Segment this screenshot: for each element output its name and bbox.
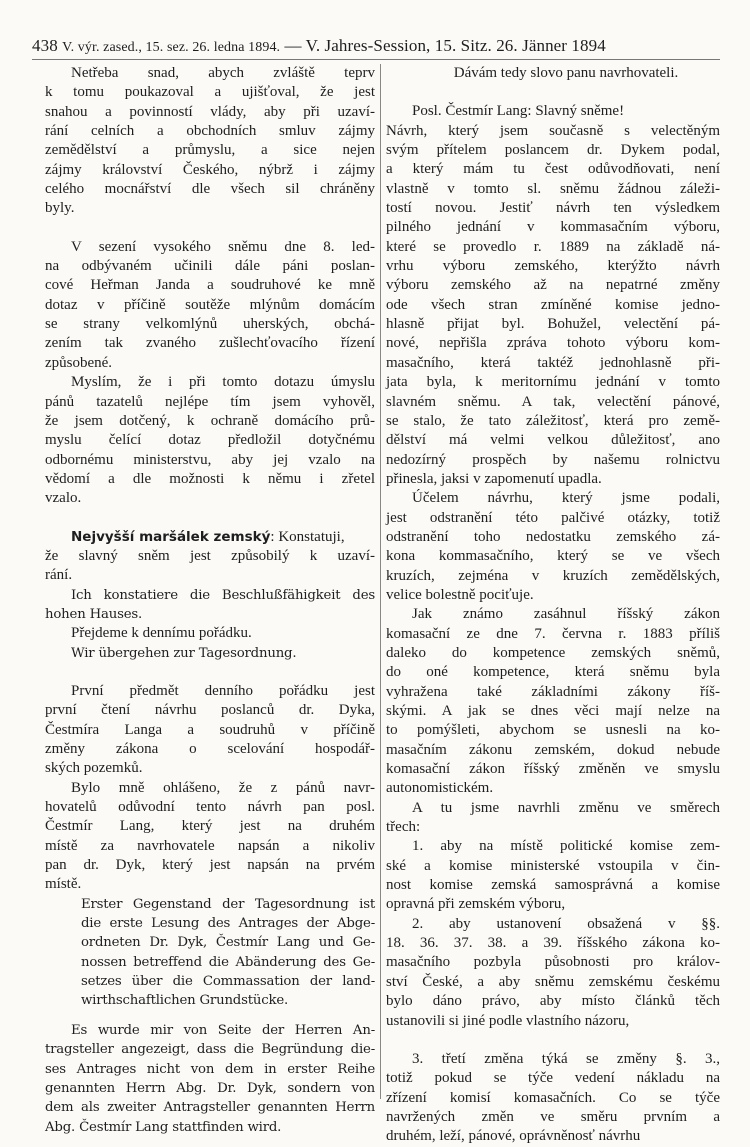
text-line: odbornému ministerstvu, aby jej vzalo na	[45, 451, 375, 468]
text-line: celého mocnářství dle všech sil chráněny	[45, 181, 375, 198]
text-line: Wir übergehen zur Tagesordnung.	[71, 645, 297, 661]
paragraph	[45, 238, 375, 373]
text-line: 1. aby na místě politické komise zem-	[412, 838, 720, 855]
text-line: Netřeba snad, abych zvláště teprv	[71, 65, 375, 81]
paragraph	[45, 895, 375, 1011]
header-czech: V. výr. zased., 15. sez. 26. ledna 1894.	[62, 40, 281, 55]
text-line: První předmět denního pořádku jest	[71, 682, 375, 699]
text-line: vlastně v tomto sl. sněmu žádnou záleži-	[386, 180, 720, 197]
paragraph	[386, 1050, 720, 1147]
text-line: bylo dáno právo, aby místo článků těch	[386, 993, 720, 1010]
text-line: třech:	[386, 819, 421, 836]
paragraph	[45, 373, 375, 508]
right-column	[386, 64, 720, 1147]
text-line: odstranění toho nedostatku zemského zá-	[386, 528, 720, 545]
text-line: zájmy království Českého, nýbrž i zájmy	[45, 161, 375, 178]
speaker-name: Nejvyšší maršálek zemský	[71, 528, 271, 545]
text-line: které se provedlo r. 1889 na základě ná-	[386, 238, 720, 255]
text-line: ství České, a aby sněmu zemskému českému	[386, 973, 720, 990]
text-line: rání celních a obchodních smluv zájmy	[45, 123, 375, 140]
paragraph	[45, 779, 375, 895]
text-line: V sezení vysokého sněmu dne 8. led-	[71, 238, 375, 255]
text-line: cové Heřman Janda a soudruhové ke mně	[45, 277, 375, 294]
text-line: setzes über die Commassation der land-	[81, 974, 375, 990]
text-line: skými. A jak se dnes věci mají nelze na	[386, 703, 720, 719]
text-line: ustanovili si jiné podle vlastního názoru,	[386, 1012, 630, 1029]
text-line: navržených změn ve směru prvním a	[386, 1108, 720, 1125]
text-line: byly.	[45, 200, 75, 217]
page-number: 438	[32, 36, 58, 55]
text-line: že jsem dotčený, k ochraně domácího prů-	[45, 412, 375, 429]
text-line: ses Antrages nicht von dem in erster Reihe	[45, 1061, 375, 1077]
paragraph	[386, 122, 720, 490]
text-line: masačního pozbyla působnosti pro králov-	[386, 954, 720, 971]
text-line: Čestmír Lang, který jest na druhém	[45, 818, 375, 835]
text-line: daleko do kompetence zemských sněmů,	[386, 644, 720, 661]
text-line: ordneten Dr. Dyk, Čestmír Lang und Ge-	[81, 935, 375, 951]
text-line: ode všech stran zmíněné komise jedno-	[386, 296, 720, 313]
speaker-text: : Konstatuji,	[270, 528, 345, 545]
text-line: A tu jsme navrhli změnu ve směrech	[412, 799, 720, 816]
text-line: do oné kompetence, která sněmu byla	[386, 664, 720, 681]
paragraph	[386, 837, 720, 914]
text-line: vědomí a dle možnosti k němu i zřetel	[45, 470, 375, 487]
text-line: genannten Herrn Abg. Dr. Dyk, sondern von	[45, 1080, 375, 1096]
text-line: tostí novou. Jestiť návrh ten výsledkem	[386, 200, 720, 217]
paragraph	[45, 586, 375, 625]
text-line: komasační ze dne 7. června r. 1883 příliš	[386, 625, 720, 642]
text-line: nost komise zemská samosprávná a komise	[386, 877, 720, 894]
text-line: Abg. Čestmír Lang stattfinden wird.	[45, 1119, 282, 1135]
text-line: Myslím, že i při tomto dotazu úmyslu	[71, 374, 375, 391]
paragraph	[386, 605, 720, 798]
text-line: druhém, leží, pánové, oprávněnosť návrhu	[386, 1128, 641, 1145]
text-line: 2. aby ustanovení obsažená v §§.	[412, 915, 720, 932]
text-line: die erste Lesung des Antrages der Abge-	[81, 916, 375, 932]
column-divider	[380, 64, 381, 1099]
text-line: první čtení návrhu poslanců dr. Dyka,	[45, 702, 375, 719]
text-line: vrhu výboru zemského, kterýžto návrh	[386, 258, 720, 275]
text-line: Čestmíra Langa a soudruhů v příčině	[45, 721, 375, 738]
text-line: způsobené.	[45, 354, 113, 371]
text-line: místě.	[45, 876, 82, 893]
text-line: pan dr. Dyk, který jest napsán na prvém	[45, 857, 375, 874]
text-line: se stalo, že tato záležitosť, která pro země-	[386, 412, 720, 429]
paragraph	[386, 915, 720, 1031]
text-line: nossen betreffend die Abänderung des Ge-	[81, 954, 375, 970]
text-line: pánů tazatelů nejlépe tím jsem vyhověl,	[45, 393, 375, 410]
header-dash: —	[284, 36, 302, 55]
text-line: myslu čelící dotaz předložil dotyčnému	[45, 432, 375, 449]
text-line: to pomýšleti, abychom se usnesli na ko-	[386, 722, 720, 739]
text-line: Přejdeme k dennímu pořádku.	[71, 625, 252, 642]
paragraph	[386, 489, 720, 605]
text-line: dotaz v příčině soutěže mlýnům domácím	[45, 296, 375, 313]
text-line: ské a komise ministerské vstoupila v čin-	[386, 857, 720, 874]
text-line: 18. 36. 37. 38. a 39. říšského zákona ko-	[386, 935, 720, 952]
text-line: Posl. Čestmír Lang: Slavný sněme!	[412, 103, 625, 120]
text-line: se strany velkomlýnů uherských, obchá-	[45, 316, 375, 333]
text-line: přinesla, jaksi v zapomenutí upadla.	[386, 470, 602, 487]
text-line: jest odstranění této palčivé otázky, totiž	[386, 509, 720, 526]
text-line: ských pozemků.	[45, 760, 143, 777]
text-line: kona kommasačního, který se ve všech	[386, 548, 720, 565]
text-line: masačního, která taktéž jednohlasně při-	[386, 354, 720, 371]
header-german: V. Jahres-Session, 15. Sitz. 26. Jänner 1894	[305, 36, 606, 55]
text-line: Erster Gegenstand der Tagesordnung ist	[81, 896, 375, 912]
text-line: hlasně přijat byl. Bohužel, velectění pá-	[386, 316, 720, 333]
text-line: hovatelů odůvodní tento návrh pan posl.	[45, 799, 375, 816]
text-line: místě za navrhovatele napsán a nikoliv	[45, 837, 375, 854]
text-line: autonomistickém.	[386, 780, 494, 797]
text-line: Bylo mně ohlášeno, že z pánů navr-	[71, 779, 375, 796]
text-line: pilného jednání v kommasačním výboru,	[386, 219, 720, 236]
paragraph	[386, 64, 720, 83]
text-line: jata byla, k meritornímu jednání v tomto	[386, 374, 720, 391]
text-line: zřízení komisí komasačních. Co se týče	[386, 1089, 720, 1106]
text-line: tragsteller angezeigt, dass die Begründung die-	[45, 1042, 375, 1058]
paragraph	[386, 102, 720, 121]
text-line: hohen Hauses.	[45, 606, 143, 622]
text-line: Dávám tedy slovo panu navrhovateli.	[453, 65, 679, 81]
text-line: dem als zweiter Antragsteller genannten Herrn	[45, 1100, 375, 1116]
text-line: masačním zákonu zemském, dokud nebude	[386, 741, 720, 758]
text-line	[45, 528, 375, 547]
text-line: wirthschaftlichen Grundstücke.	[81, 993, 289, 1009]
text-line: Jak známo zasáhnul říšský zákon	[412, 606, 720, 623]
paragraph	[45, 644, 375, 663]
text-line: vzalo.	[45, 490, 82, 507]
paragraph	[386, 799, 720, 838]
text-line: a který mám tu čest odůvodňovati, není	[386, 161, 720, 178]
text-line: komasační zákon říšský změněn ve smyslu	[386, 761, 720, 778]
text-line: Es wurde mir von Seite der Herren An-	[71, 1022, 375, 1038]
text-line: snahou a povinností vlády, aby při uzaví-	[45, 103, 375, 120]
paragraph	[45, 682, 375, 779]
text-line: totiž pokud se týče vedení nákladu na	[386, 1070, 720, 1087]
text-line: 3. třetí změna týká se změny §. 3.,	[412, 1050, 720, 1067]
left-column	[45, 64, 375, 1137]
text-line: výboru zemského až na nepatrné změny	[386, 277, 720, 294]
text-line: vyhražena také základními zákony říš-	[386, 683, 720, 700]
text-line: dělství má velmi velkou důležitosť, ano	[386, 432, 720, 449]
paragraph	[45, 64, 375, 219]
text-line: Ich konstatiere die Beschlußfähigkeit des	[71, 587, 375, 603]
running-header	[32, 36, 720, 60]
text-line: velice bolestně pociťuje.	[386, 586, 534, 603]
text-line: Účelem návrhu, který jsme podali,	[412, 490, 720, 507]
text-line: Návrh, který jsem současně s velectěným	[386, 122, 720, 139]
text-line: rání.	[45, 567, 73, 584]
text-line: změny zákona o scelování hospodář-	[45, 741, 375, 757]
text-line: kruzích, zejména v kruzích zemědělských,	[386, 567, 720, 584]
text-line: zemědělství a průmyslu, a sice nejen	[45, 142, 375, 159]
text-line: zením tak zvaného zušlechťovacího řízení	[45, 335, 375, 352]
paragraph	[45, 528, 375, 586]
text-line: nedozírný prospěch by našemu rolnictvu	[386, 451, 720, 468]
text-line: že slavný sněm jest způsobilý k uzaví-	[45, 547, 375, 564]
text-line: opravná při zemském výboru,	[386, 896, 566, 913]
text-line: slavném sněmu. A tak, velectění pánové,	[386, 393, 720, 410]
text-line: svým přítelem poslancem dr. Dykem podal,	[386, 142, 720, 159]
paragraph	[45, 624, 375, 643]
text-line: k tomu poukazoval a ujišťoval, že jest	[45, 84, 375, 101]
paragraph	[45, 1021, 375, 1137]
text-line: nové, nepřišla zpráva tohoto výboru kom-	[386, 335, 720, 352]
text-line: na odbývaném učinili dále páni poslan-	[45, 258, 375, 275]
